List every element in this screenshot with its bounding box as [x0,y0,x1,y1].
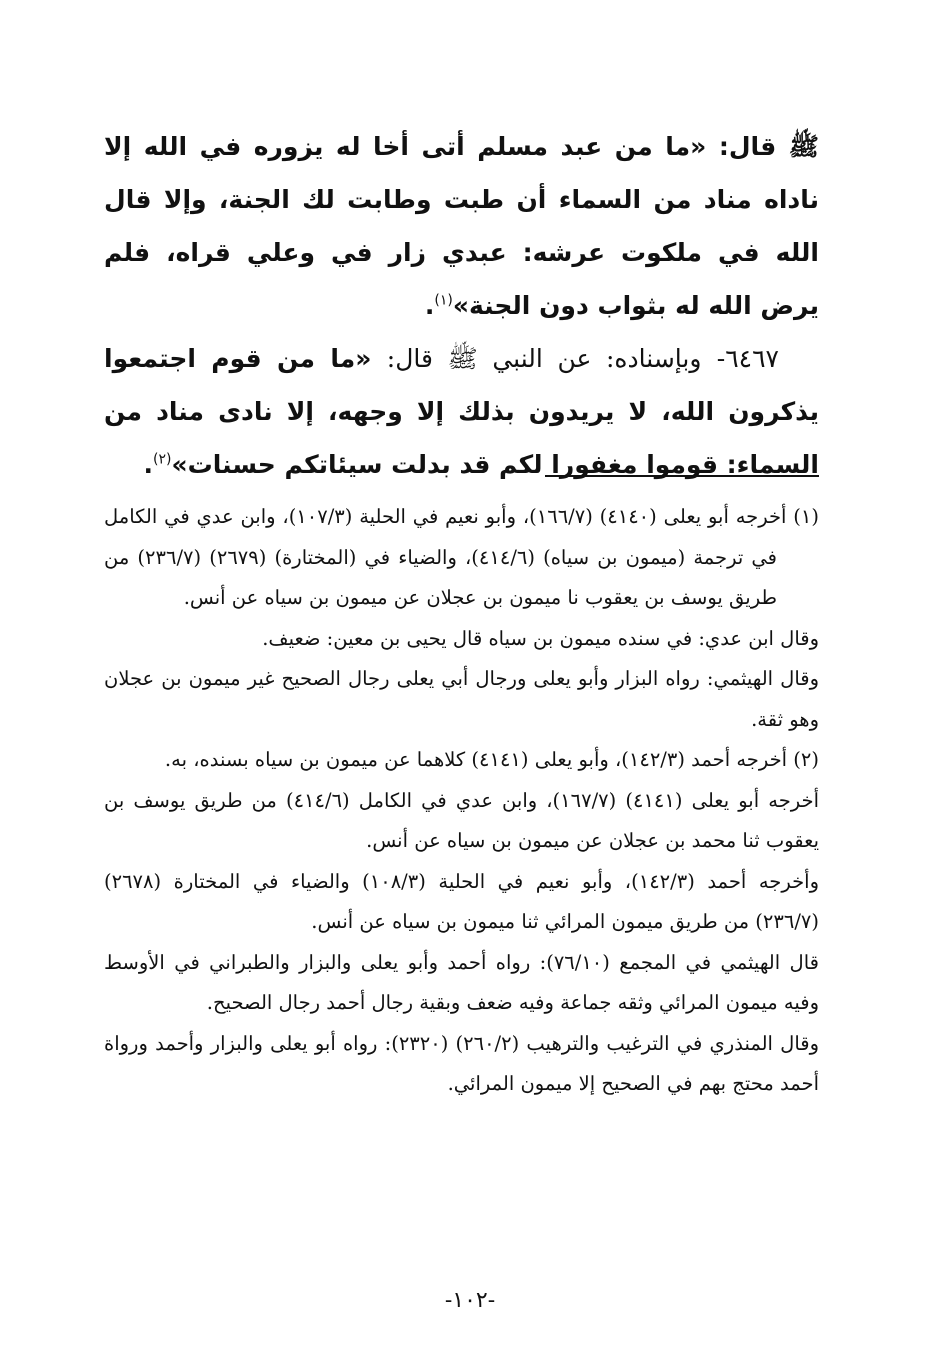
hadith-number: ٦٤٦٧- [716,344,779,373]
footnote-1: (١) أخرجه أبو يعلى (٤١٤٠) (١٦٦/٧)، وأبو نعيم في الحلية (١٠٧/٣)، وابن عدي في الكامل في ترجمة (ميمون بن سياه) (٤١٤/٦)، والضياء في (المختارة) (٢٦٧٩) (٢٣٦/٧) من طريق يوسف بن يعقوب نا ميمون بن عجلان عن ميمون بن سياه عن أنس. [104,505,819,609]
footnote-ref-2: (٢) [153,451,172,468]
hadith-2-end: . [143,450,154,479]
main-text [104,120,819,491]
hadith-2-intro: وبإسناده: عن النبي ﷺ قال: [386,344,702,373]
hadith-paragraph-2 [104,332,819,491]
hadith-paragraph-1 [104,120,819,332]
footnote-2: (٢) أخرجه أحمد (١٤٢/٣)، وأبو يعلى (٤١٤١) كلاهما عن ميمون بن سياه بسنده، به. [164,748,819,771]
hadith-1-text: ﷺ قال: «ما من عبد مسلم أتى أخا له يزوره في الله إلا ناداه مناد من السماء أن طبت وطابت لك الجنة، وإلا قال الله في ملكوت عرشه: عبدي زار في وعلي قراه، فلم يرض الله له بثواب دون الجنة» [104,132,819,320]
hadith-2-text: «ما من قوم اجتمعوا يذكرون الله، لا يريدون بذلك إلا وجهه، إلا نادى مناد من السماء: قوموا مغفورا لكم قد بدلت سيئاتكم حسنات» [104,344,819,479]
footnote-1-ibn-adi: وقال ابن عدي: في سنده ميمون بن سياه قال يحيى بن معين: ضعيف. [262,626,819,650]
footnote-2-abu-yala: أخرجه أبو يعلى (٤١٤١) (١٦٧/٧)، وابن عدي في الكامل (٤١٤/٦) من طريق يوسف بن يعقوب ثنا محمد بن عجلان عن ميمون بن سياه عن أنس. [104,788,819,852]
footnotes [104,497,819,1105]
footnote-divider [545,475,819,477]
footnote-2-haythami: قال الهيثمي في المجمع (٧٦/١٠): رواه أحمد وأبو يعلى والبزار والطبراني في الأوسط وفيه ميمون المرائي وثقه جماعة وفيه ضعف وبقية رجال أحمد رجال الصحيح. [104,950,819,1014]
page-number: -١٠٢- [444,1288,496,1313]
footnote-2-mundhiri: وقال المنذري في الترغيب والترهيب (٢٦٠/٢) (٢٣٢٠): رواه أبو يعلى والبزار وأحمد ورواة أحمد محتج بهم في الصحيح إلا ميمون المرائي. [104,1031,820,1095]
hadith-1-end: . [424,291,435,320]
footnote-1-haythami: وقال الهيثمي: رواه البزار وأبو يعلى ورجال أبي يعلى رجال الصحيح غير ميمون بن عجلان وهو ثقة. [104,667,819,731]
footnote-ref-1: (١) [434,292,453,309]
footnote-2-ahmad: وأخرجه أحمد (١٤٢/٣)، وأبو نعيم في الحلية (١٠٨/٣) والضياء في المختارة (٢٦٧٨) (٢٣٦/٧) من طريق ميمون المرائي ثنا ميمون بن سياه عن أنس. [104,869,819,933]
